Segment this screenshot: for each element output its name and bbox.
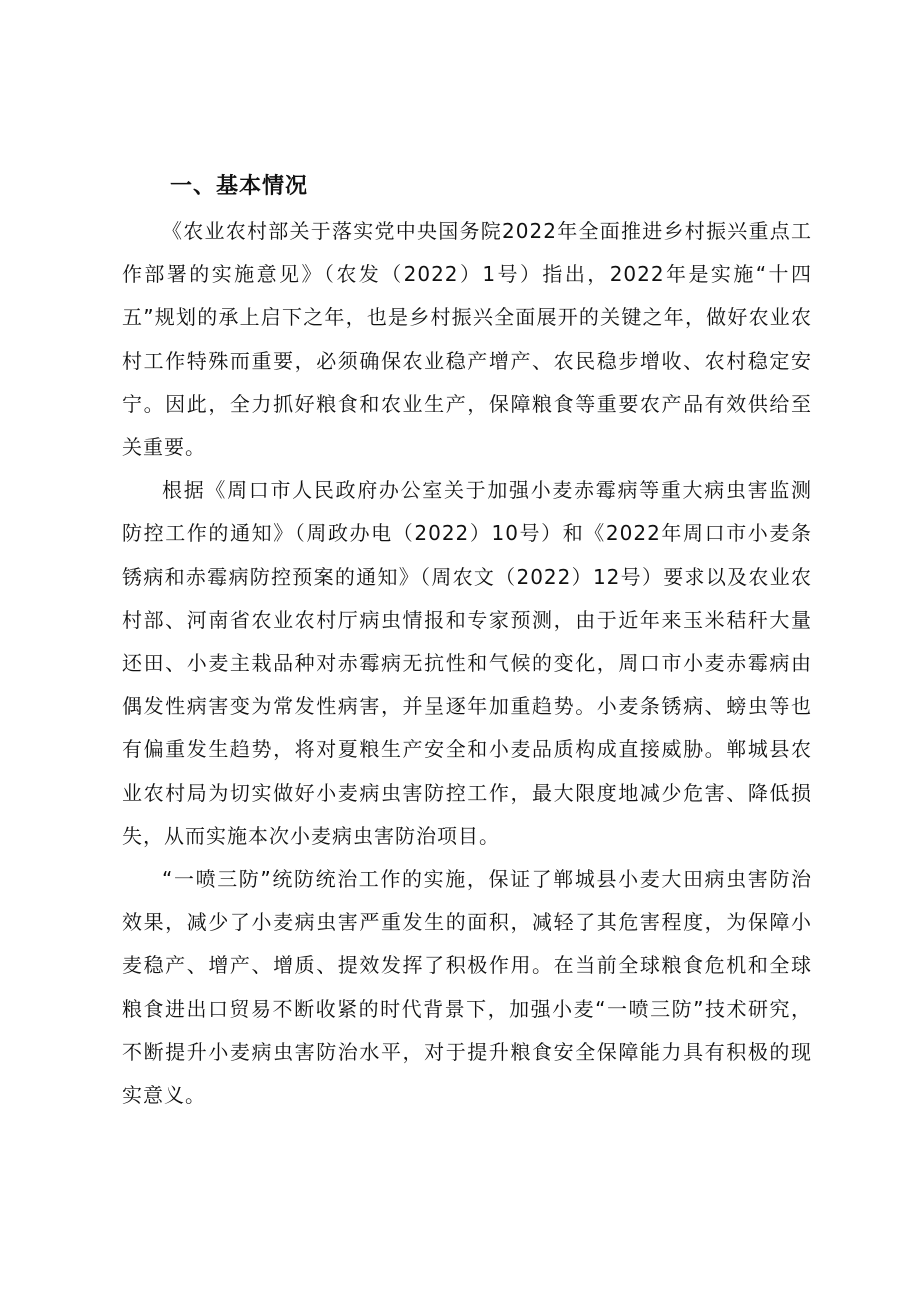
section-heading: 一、基本情况	[170, 174, 309, 199]
document-body	[122, 164, 812, 1117]
paragraph-basis: 根据《周口市人民政府办公室关于加强小麦赤霉病等重大病虫害监测防控工作的通知》（周政办电（2022）10号）和《2022年周口市小麦条锈病和赤霉病防控预案的通知》（周农文（2022）12号）要求以及农业农村部、河南省农业农村厅病虫情报和专家预测，由于近年来玉米秸秆大量还田、小麦主栽品种对赤霉病无抗性和气候的变化，周口市小麦赤霉病由偶发性病害变为常发性病害，并呈逐年加重趋势。小麦条锈病、螃虫等也有偏重发生趋势，将对夏粮生产安全和小麦品质构成直接威胁。郸城县农业农村局为切实做好小麦病虫害防控工作，最大限度地减少危害、降低损失，从而实施本次小麦病虫害防治项目。	[122, 478, 812, 848]
paragraph-significance: “一喷三防”统防统治工作的实施，保证了郸城县小麦大田病虫害防治效果，减少了小麦病虫害严重发生的面积，减轻了其危害程度，为保障小麦稳产、增产、增质、提效发挥了积极作用。在当前全球粮食危机和全球粮食进出口贸易不断收紧的时代背景下，加强小麦“一喷三防”技术研究，不断提升小麦病虫害防治水平，对于提升粮食安全保障能力具有积极的现实意义。	[122, 867, 812, 1108]
paragraph-background: 《农业农村部关于落实党中央国务院2022年全面推进乡村振兴重点工作部署的实施意见》（农发（2022）1号）指出，2022年是实施“十四五”规划的承上启下之年，也是乡村振兴全面展开的关键之年，做好农业农村工作特殊而重要，必须确保农业稳产增产、农民稳步增收、农村稳定安宁。因此，全力抓好粮食和农业生产，保障粮食等重要农产品有效供给至关重要。	[122, 219, 812, 460]
